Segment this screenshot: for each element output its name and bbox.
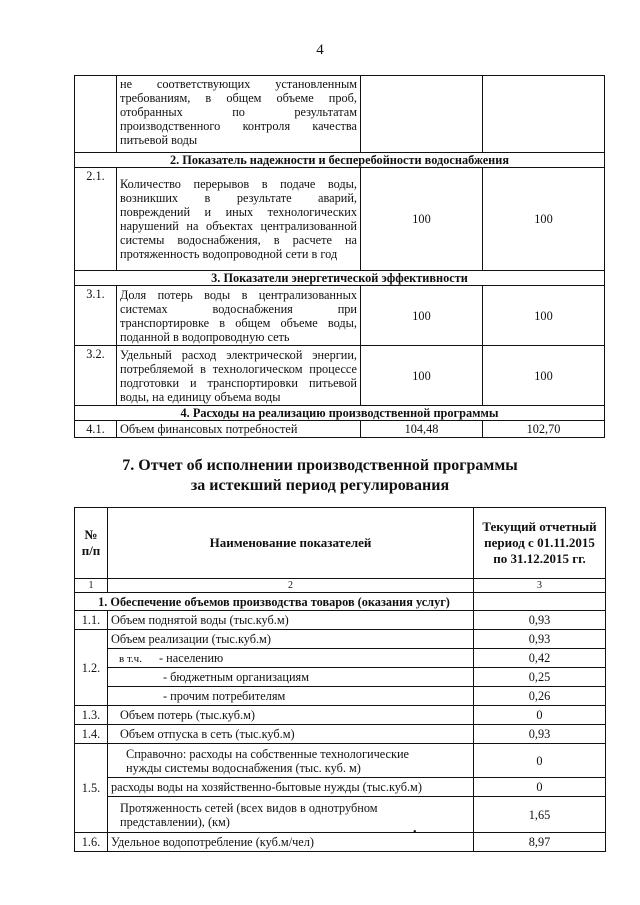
table-row: [75, 421, 605, 438]
header-number-line: п/п: [81, 543, 101, 558]
table-row: [75, 706, 606, 725]
cell-text: не соответствующих установленным требованиям, в общем объеме проб, отобранных по результатам производственного контроля качества питьевой воды: [117, 76, 361, 153]
prefix-label: в т.ч.: [119, 652, 142, 665]
cell-value: 0,93: [474, 725, 606, 744]
cell-value: 100: [361, 346, 483, 406]
row-number: 1.2.: [75, 630, 108, 706]
cell-value: 0,93: [474, 611, 606, 630]
cell-text: Удельное водопотребление (куб.м/чел): [108, 833, 474, 852]
row-number: 1.3.: [75, 706, 108, 725]
report-table: [74, 507, 606, 852]
table-row: [75, 168, 605, 271]
cell-value: 100: [361, 286, 483, 346]
cell-empty: [75, 76, 117, 153]
page-number: 4: [316, 42, 324, 58]
section-row: [75, 271, 605, 286]
table-row: [75, 797, 606, 833]
row-number: 2.1.: [75, 168, 117, 271]
section-row: [75, 406, 605, 421]
row-number: 1.1.: [75, 611, 108, 630]
cell-text-line: представлении), (км): [120, 814, 230, 829]
cell-value: 102,70: [483, 421, 605, 438]
table-row: [75, 778, 606, 797]
column-number-row: [75, 579, 606, 593]
header-period-line: период с 01.11.2015: [484, 535, 595, 550]
cell-value: 100: [483, 346, 605, 406]
section-7-title-line: 7. Отчет об исполнении производственной программы: [122, 457, 518, 474]
cell-text: расходы воды на хозяйственно-бытовые нужды (тыс.куб.м): [108, 778, 474, 797]
section-title: 4. Расходы на реализацию производственной программы: [75, 406, 605, 421]
header-number-line: №: [84, 527, 98, 542]
cell-value: 100: [361, 168, 483, 271]
cell-value: 0: [474, 744, 606, 778]
row-number: 1.6.: [75, 833, 108, 852]
cell-text: Объем отпуска в сеть (тыс.куб.м): [108, 725, 474, 744]
cell-empty: [474, 593, 606, 611]
row-number: 4.1.: [75, 421, 117, 438]
section-title: 1. Обеспечение объемов производства товаров (оказания услуг): [75, 593, 474, 611]
table-row: [75, 744, 606, 778]
table-row: [75, 611, 606, 630]
cell-text: Количество перерывов в подаче воды, возникших в результате аварий, повреждений и иных технологических нарушений на объектах централизованной системы водоснабжения, в расчете на протяженность водопроводной сети в год: [117, 168, 361, 271]
cell-text: Объем потерь (тыс.куб.м): [108, 706, 474, 725]
table-row: [75, 630, 606, 649]
cell-value: 100: [483, 286, 605, 346]
cell-text: - бюджетным организациям: [108, 668, 474, 687]
cell-value: 104,48: [361, 421, 483, 438]
table-row: [75, 687, 606, 706]
cell-text-line: Справочно: расходы на собственные технологические: [126, 746, 409, 761]
cell-text: Объем реализации (тыс.куб.м): [108, 630, 474, 649]
cell-text-line: нужды системы водоснабжения (тыс. куб. м): [126, 760, 361, 775]
cell-value: 1,65: [474, 797, 606, 833]
cell-text: Объем финансовых потребностей: [117, 421, 361, 438]
table-row: [75, 76, 605, 153]
cell-text-line: Протяженность сетей (всех видов в однотрубном: [120, 800, 378, 815]
section-7-title: [0, 456, 640, 496]
cell-empty: [361, 76, 483, 153]
cell-text: [108, 744, 474, 778]
header-period-line: по 31.12.2015 гг.: [493, 551, 586, 566]
column-number: 2: [108, 579, 474, 593]
cell-text: Объем поднятой воды (тыс.куб.м): [108, 611, 474, 630]
header-row: [75, 508, 606, 579]
cell-value: 8,97: [474, 833, 606, 852]
column-number: 3: [474, 579, 606, 593]
section-row: [75, 593, 606, 611]
section-7-title-line: за истекший период регулирования: [190, 477, 450, 494]
stray-dot-mark: •: [413, 827, 417, 838]
section-title: 3. Показатели энергетической эффективности: [75, 271, 605, 286]
indicators-table: [74, 75, 605, 438]
cell-text: [108, 797, 474, 833]
header-name: Наименование показателей: [108, 508, 474, 579]
cell-text: - прочим потребителям: [108, 687, 474, 706]
cell-value: 0: [474, 778, 606, 797]
cell-text: Доля потерь воды в централизованных системах водоснабжения при транспортировке в общем объеме воды, поданной в водопроводную сеть: [117, 286, 361, 346]
table-row: [75, 649, 606, 668]
table-row: [75, 286, 605, 346]
row-number: 1.5.: [75, 744, 108, 833]
table-row: [75, 833, 606, 852]
cell-value: 100: [483, 168, 605, 271]
cell-empty: [483, 76, 605, 153]
cell-value: 0,25: [474, 668, 606, 687]
table-row: [75, 346, 605, 406]
cell-value: 0,93: [474, 630, 606, 649]
section-row: [75, 153, 605, 168]
row-number: 1.4.: [75, 725, 108, 744]
cell-value: 0: [474, 706, 606, 725]
cell-text: Удельный расход электрической энергии, потребляемой в технологическом процессе подготовки и транспортировки питьевой воды, на единицу объема воды: [117, 346, 361, 406]
cell-value: 0,42: [474, 649, 606, 668]
column-number: 1: [75, 579, 108, 593]
header-number: [75, 508, 108, 579]
cell-text: [108, 649, 474, 668]
row-number: 3.2.: [75, 346, 117, 406]
header-period: [474, 508, 606, 579]
subitem-label: - населению: [159, 650, 224, 665]
table-row: [75, 725, 606, 744]
cell-value: 0,26: [474, 687, 606, 706]
section-title: 2. Показатель надежности и бесперебойности водоснабжения: [75, 153, 605, 168]
row-number: 3.1.: [75, 286, 117, 346]
table-row: [75, 668, 606, 687]
header-period-line: Текущий отчетный: [482, 519, 597, 534]
